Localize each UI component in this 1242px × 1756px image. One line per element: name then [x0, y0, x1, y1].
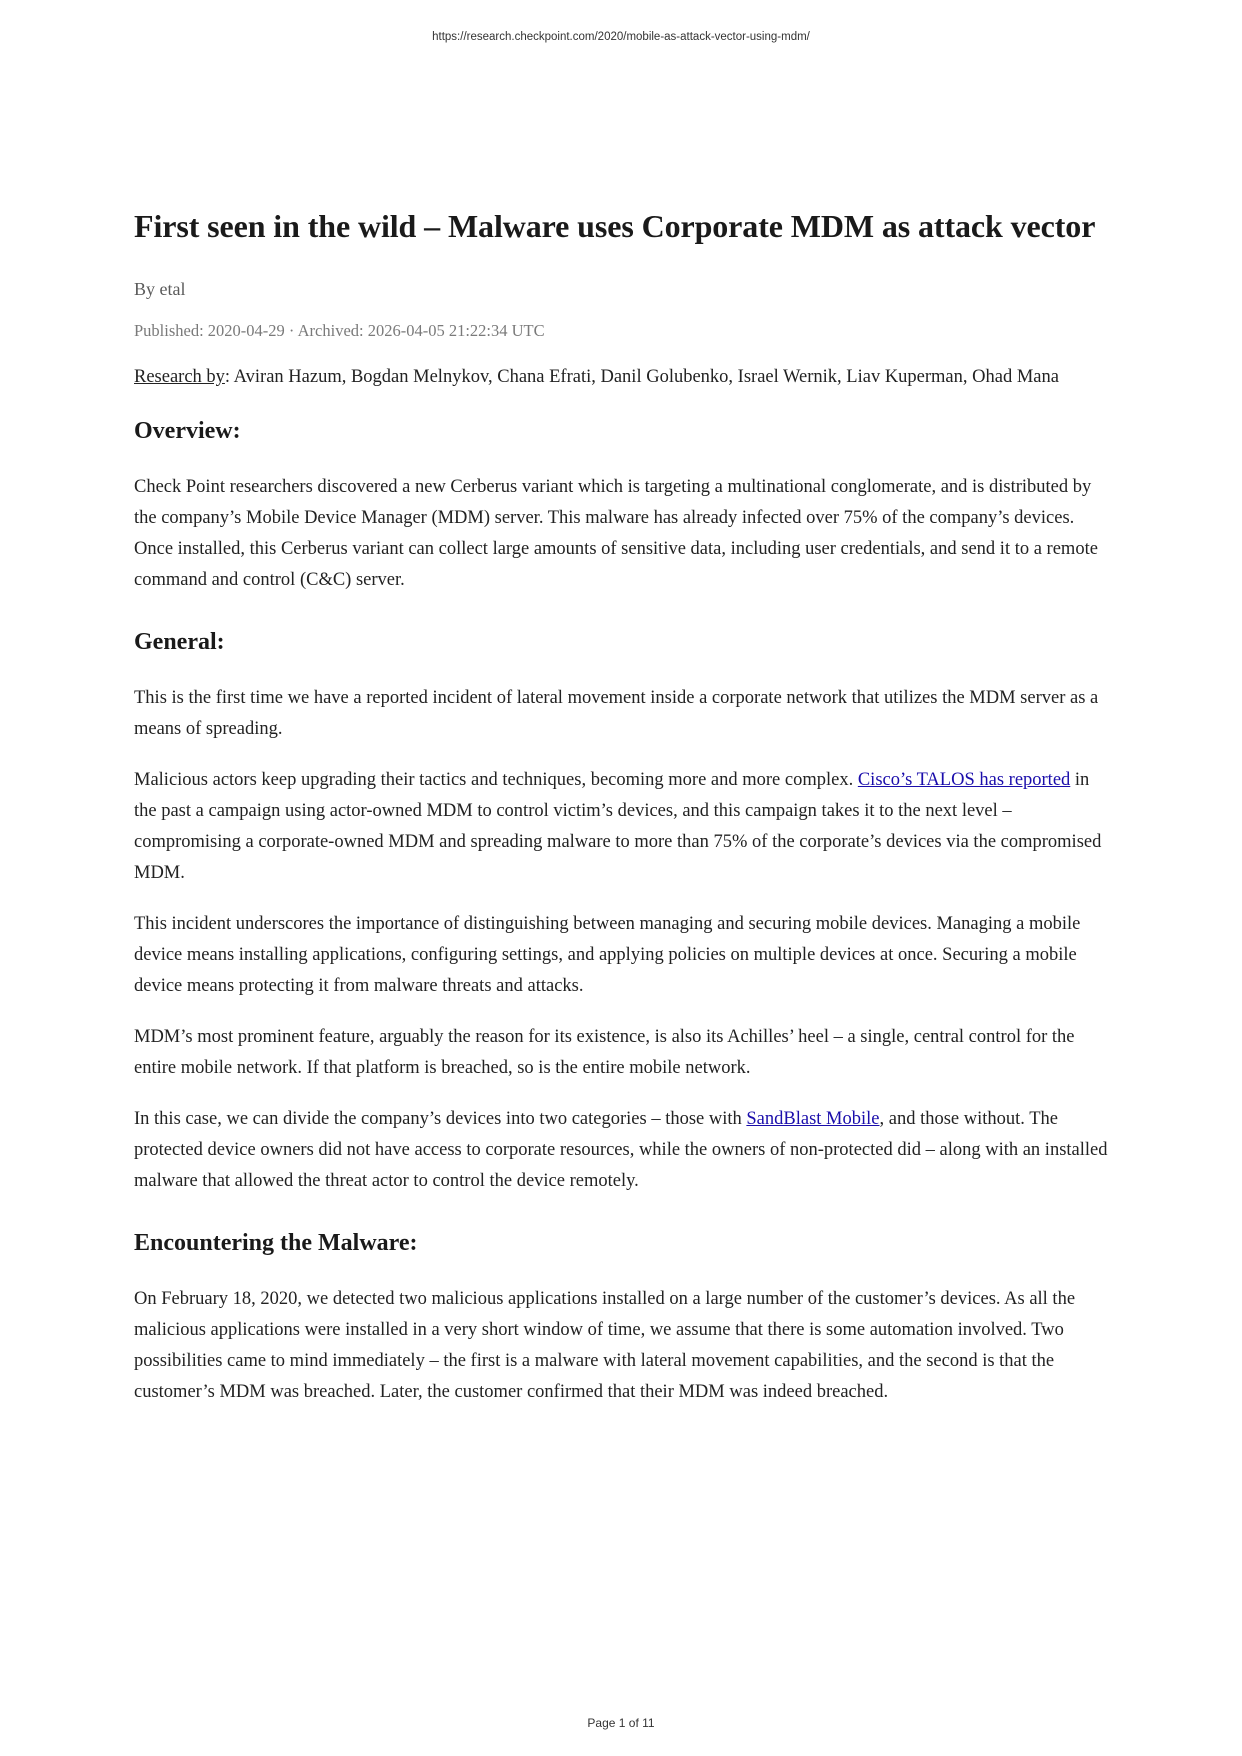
overview-heading: Overview:	[134, 418, 241, 444]
article-meta: Published: 2020-04-29 · Archived: 2026-04-05 21:22:34 UTC	[134, 321, 545, 340]
general-paragraph-1: This is the first time we have a reported incident of lateral movement inside a corporate network that utilizes the MDM server as a means of spreading.	[134, 688, 1099, 739]
page-number: Page 1 of 11	[587, 1716, 655, 1730]
general-paragraph-2-rest: in the past a campaign using actor-owned MDM to control victim’s devices, and this campaign takes it to the next level – compromising a corporate-owned MDM and spreading malware to more than 75% of the corporate’s devices via the compromised MDM.	[134, 770, 1102, 883]
encountering-heading: Encountering the Malware:	[134, 1230, 418, 1256]
general-heading: General:	[134, 629, 225, 655]
research-by-line	[134, 363, 1114, 391]
sandblast-mobile-link[interactable]: SandBlast Mobile	[746, 1109, 880, 1129]
article-title: First seen in the wild – Malware uses Corporate MDM as attack vector	[134, 208, 1096, 244]
general-paragraph-5-rest: , and those without. The protected device owners did not have access to corporate resources, while the owners of non-protected did – along with an installed malware that allowed the threat actor to control the device remotely.	[134, 1109, 1108, 1191]
general-paragraph-4: MDM’s most prominent feature, arguably the reason for its existence, is also its Achilles’ heel – a single, central control for the entire mobile network. If that platform is breached, so is the entire mobile network.	[134, 1027, 1075, 1078]
article-byline: By etal	[134, 279, 186, 299]
overview-paragraph-1: Check Point researchers discovered a new Cerberus variant which is targeting a multinational conglomerate, and is distributed by the company’s Mobile Device Manager (MDM) server. This malware has already infected over 75% of the company’s devices. Once installed, this Cerberus variant can collect large amounts of sensitive data, including user credentials, and send it to a remote command and control (C&C) server.	[134, 477, 1098, 590]
general-paragraph-2	[134, 765, 1114, 889]
cisco-talos-link[interactable]: Cisco’s TALOS has reported	[857, 770, 1071, 790]
encountering-paragraph-1: On February 18, 2020, we detected two malicious applications installed on a large number of the customer’s devices. As all the malicious applications were installed in a very short window of time, we assume that there is some automation involved. Two possibilities came to mind immediately – the first is a malware with lateral movement capabilities, and the second is that the customer’s MDM was breached. Later, the customer confirmed that their MDM was indeed breached.	[134, 1289, 1076, 1402]
general-paragraph-5-lead: In this case, we can divide the company’s devices into two categories – those with	[134, 1109, 747, 1129]
general-paragraph-3: This incident underscores the importance of distinguishing between managing and securing mobile devices. Managing a mobile device means installing applications, configuring settings, and applying policies on multiple devices at once. Securing a mobile device means protecting it from malware threats and attacks.	[134, 914, 1081, 996]
research-by-label: Research by	[134, 367, 225, 387]
article-body	[134, 205, 1114, 1408]
research-by-names: : Aviran Hazum, Bogdan Melnykov, Chana Efrati, Danil Golubenko, Israel Wernik, Liav Kuperman, Ohad Mana	[224, 367, 1059, 387]
page-url-header: https://research.checkpoint.com/2020/mobile-as-attack-vector-using-mdm/	[432, 31, 810, 43]
general-paragraph-2-lead: Malicious actors keep upgrading their tactics and techniques, becoming more and more complex.	[134, 770, 858, 790]
general-paragraph-5	[134, 1104, 1114, 1197]
